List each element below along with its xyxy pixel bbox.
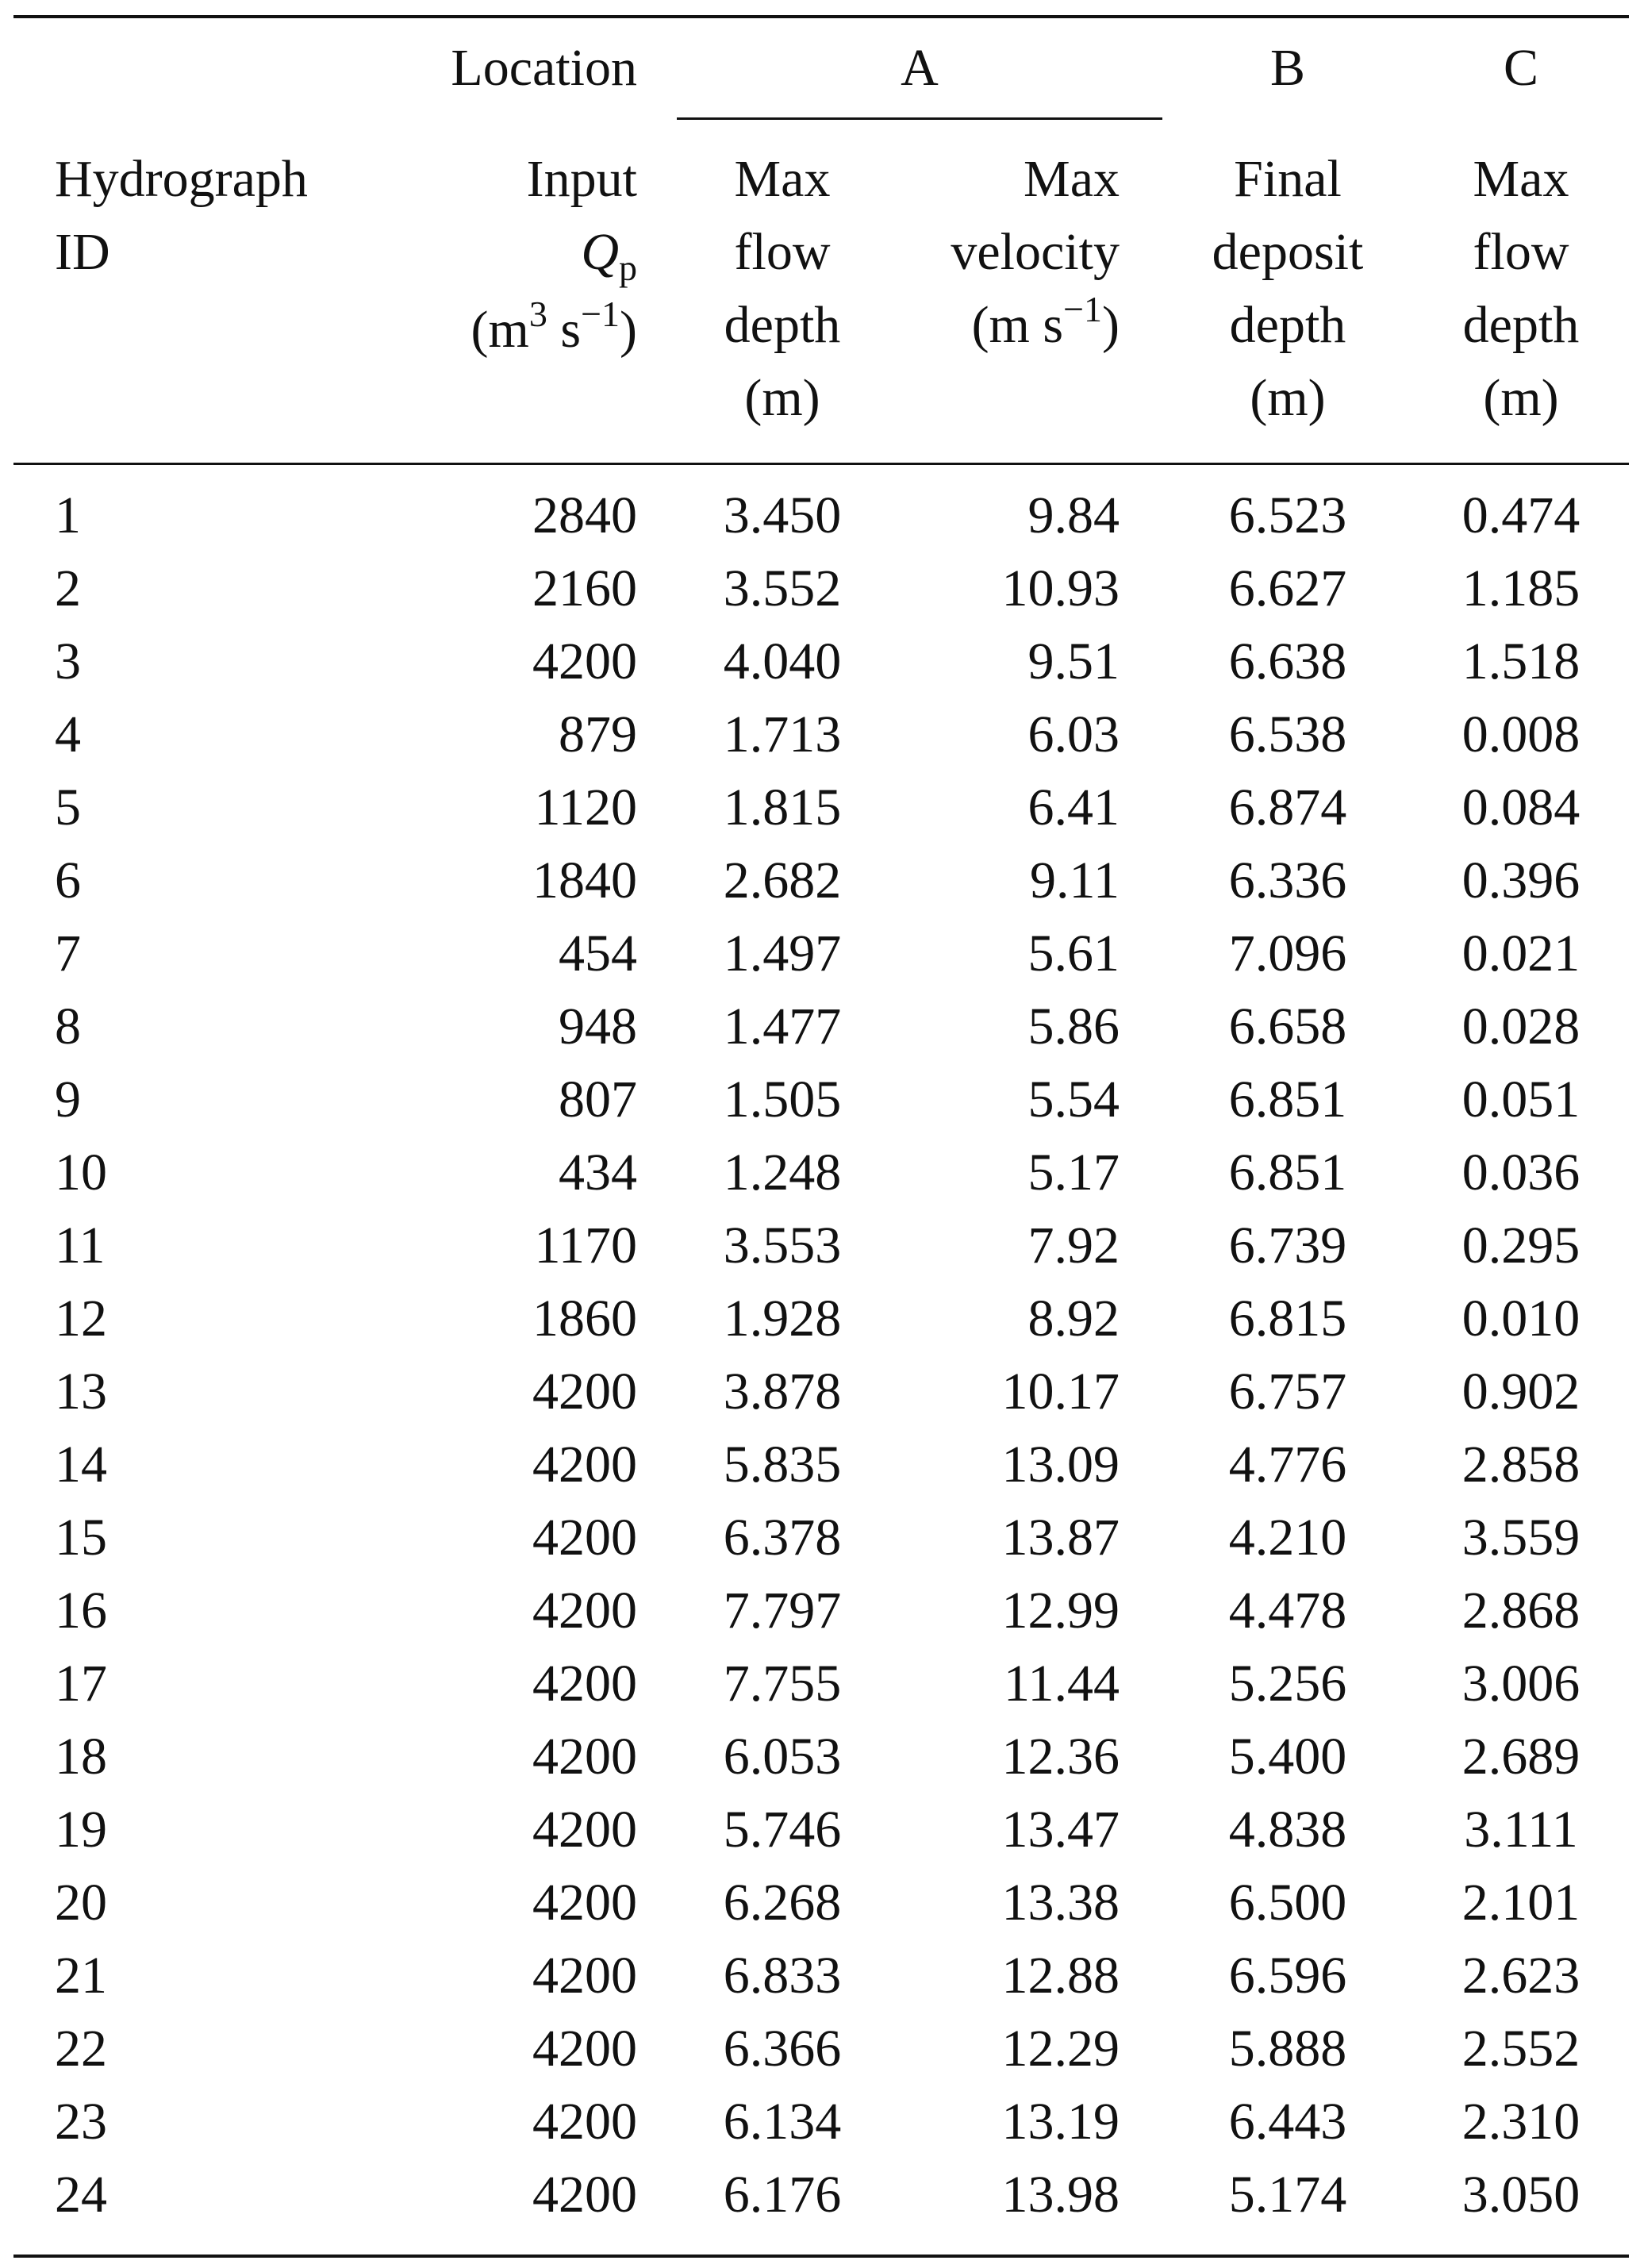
p-subscript: p [619, 248, 637, 288]
group-label-b: B [1269, 39, 1306, 97]
cell-hydrograph-id: 14 [55, 1436, 107, 1493]
cell-max-flow-depth-c: 0.474 [1461, 486, 1580, 544]
cell-hydrograph-id: 7 [55, 924, 81, 982]
q-symbol: Q [581, 223, 619, 281]
cell-hydrograph-id: 19 [55, 1801, 107, 1859]
table-row [0, 1574, 1640, 1647]
header-line: flow [734, 223, 831, 281]
column-header-input-qp [471, 143, 637, 371]
table-row [0, 1282, 1640, 1355]
cell-hydrograph-id: 24 [55, 2166, 107, 2224]
cell-input-qp: 4200 [532, 1801, 637, 1859]
cell-max-flow-depth-a: 7.797 [723, 1582, 842, 1639]
cell-max-velocity-a: 13.87 [1001, 1509, 1120, 1566]
cell-input-qp: 4200 [532, 632, 637, 690]
cell-final-deposit-depth-b: 5.256 [1228, 1655, 1347, 1713]
cell-final-deposit-depth-b: 6.336 [1228, 851, 1347, 909]
table-row [0, 2012, 1640, 2085]
cell-max-flow-depth-a: 6.053 [723, 1728, 842, 1786]
table-row [0, 1063, 1640, 1136]
cell-final-deposit-depth-b: 6.627 [1228, 559, 1347, 617]
table-row [0, 990, 1640, 1063]
cell-max-flow-depth-c: 2.101 [1461, 1874, 1580, 1932]
table-row [0, 1647, 1640, 1720]
cell-input-qp: 1860 [532, 1290, 637, 1347]
cell-max-flow-depth-c: 1.185 [1461, 559, 1580, 617]
cell-max-flow-depth-c: 2.310 [1461, 2093, 1580, 2151]
cell-max-flow-depth-c: 0.396 [1461, 851, 1580, 909]
table-row [0, 844, 1640, 917]
cell-final-deposit-depth-b: 5.400 [1228, 1728, 1347, 1786]
cell-max-velocity-a: 10.17 [1001, 1363, 1120, 1420]
cell-final-deposit-depth-b: 6.500 [1228, 1874, 1347, 1932]
unit-sup: 3 [528, 294, 547, 334]
cell-final-deposit-depth-b: 6.739 [1228, 1217, 1347, 1274]
qp-unit [471, 294, 637, 371]
cell-input-qp: 2160 [532, 559, 637, 617]
header-line: deposit [1212, 223, 1364, 281]
group-underline-a [677, 117, 1162, 120]
cell-max-flow-depth-a: 3.878 [723, 1363, 842, 1420]
cell-hydrograph-id: 23 [55, 2093, 107, 2151]
cell-max-flow-depth-c: 0.028 [1461, 998, 1580, 1055]
table-row [0, 1355, 1640, 1428]
cell-input-qp: 4200 [532, 1655, 637, 1713]
cell-input-qp: 807 [559, 1071, 637, 1128]
group-label-c: C [1503, 39, 1539, 97]
cell-max-velocity-a: 12.29 [1001, 2020, 1120, 2078]
cell-input-qp: 1840 [532, 851, 637, 909]
cell-input-qp: 4200 [532, 1363, 637, 1420]
column-header-final-deposit-depth-b [1193, 143, 1383, 435]
cell-max-flow-depth-c: 2.552 [1461, 2020, 1580, 2078]
header-line: ID [55, 223, 110, 281]
cell-max-velocity-a: 9.84 [1027, 486, 1120, 544]
cell-final-deposit-depth-b: 6.596 [1228, 1947, 1347, 2005]
unit-text: s [547, 301, 582, 359]
cell-max-flow-depth-a: 1.815 [723, 778, 842, 836]
cell-input-qp: 454 [559, 924, 637, 982]
cell-input-qp: 4200 [532, 1874, 637, 1932]
cell-max-flow-depth-c: 0.021 [1461, 924, 1580, 982]
cell-max-velocity-a: 13.19 [1001, 2093, 1120, 2151]
cell-max-velocity-a: 11.44 [1003, 1655, 1120, 1713]
cell-max-flow-depth-a: 1.497 [723, 924, 842, 982]
cell-max-flow-depth-a: 6.366 [723, 2020, 842, 2078]
cell-max-velocity-a: 5.54 [1027, 1071, 1120, 1128]
table-row [0, 2158, 1640, 2231]
cell-max-flow-depth-c: 2.623 [1461, 1947, 1580, 2005]
cell-max-velocity-a: 5.17 [1027, 1144, 1120, 1201]
bottom-rule [13, 2255, 1629, 2258]
cell-hydrograph-id: 22 [55, 2020, 107, 2078]
cell-max-velocity-a: 6.41 [1027, 778, 1120, 836]
cell-final-deposit-depth-b: 6.538 [1228, 705, 1347, 763]
cell-hydrograph-id: 11 [55, 1217, 106, 1274]
cell-max-flow-depth-c: 3.111 [1464, 1801, 1578, 1859]
cell-max-flow-depth-c: 3.050 [1461, 2166, 1580, 2224]
cell-max-flow-depth-c: 0.084 [1461, 778, 1580, 836]
column-header-max-flow-depth-a [703, 143, 862, 435]
top-rule [13, 15, 1629, 18]
cell-max-flow-depth-c: 0.051 [1461, 1071, 1580, 1128]
cell-max-velocity-a: 7.92 [1027, 1217, 1120, 1274]
qp-symbol [471, 216, 637, 294]
cell-max-flow-depth-a: 3.552 [723, 559, 842, 617]
cell-max-velocity-a: 13.38 [1001, 1874, 1120, 1932]
cell-max-flow-depth-a: 6.378 [723, 1509, 842, 1566]
velocity-unit [951, 289, 1120, 367]
cell-max-flow-depth-a: 6.176 [723, 2166, 842, 2224]
cell-max-flow-depth-a: 5.835 [723, 1436, 842, 1493]
cell-hydrograph-id: 8 [55, 998, 81, 1055]
cell-max-flow-depth-a: 6.134 [723, 2093, 842, 2151]
cell-max-flow-depth-a: 1.477 [723, 998, 842, 1055]
cell-input-qp: 4200 [532, 1436, 637, 1493]
cell-hydrograph-id: 20 [55, 1874, 107, 1932]
cell-max-velocity-a: 13.09 [1001, 1436, 1120, 1493]
cell-max-velocity-a: 5.86 [1027, 998, 1120, 1055]
table-row [0, 1720, 1640, 1793]
cell-final-deposit-depth-b: 6.638 [1228, 632, 1347, 690]
cell-final-deposit-depth-b: 6.443 [1228, 2093, 1347, 2151]
table-row [0, 1428, 1640, 1501]
cell-max-flow-depth-c: 0.036 [1461, 1144, 1580, 1201]
cell-max-velocity-a: 13.98 [1001, 2166, 1120, 2224]
cell-max-flow-depth-c: 2.868 [1461, 1582, 1580, 1639]
cell-max-flow-depth-a: 6.833 [723, 1947, 842, 2005]
cell-hydrograph-id: 3 [55, 632, 81, 690]
cell-final-deposit-depth-b: 6.874 [1228, 778, 1347, 836]
cell-input-qp: 4200 [532, 2020, 637, 2078]
cell-final-deposit-depth-b: 5.174 [1228, 2166, 1347, 2224]
cell-max-flow-depth-a: 7.755 [723, 1655, 842, 1713]
cell-max-velocity-a: 12.99 [1001, 1582, 1120, 1639]
column-header-max-velocity-a [951, 143, 1120, 367]
cell-max-velocity-a: 12.88 [1001, 1947, 1120, 2005]
header-line: (m) [1483, 369, 1559, 427]
cell-max-flow-depth-c: 2.858 [1461, 1436, 1580, 1493]
cell-final-deposit-depth-b: 4.838 [1228, 1801, 1347, 1859]
table-row [0, 1209, 1640, 1282]
cell-hydrograph-id: 16 [55, 1582, 107, 1639]
unit-sup: −1 [581, 294, 620, 334]
unit-text: (m s [971, 296, 1064, 354]
cell-hydrograph-id: 15 [55, 1509, 107, 1566]
cell-max-velocity-a: 8.92 [1027, 1290, 1120, 1347]
header-line: depth [1462, 296, 1580, 354]
cell-final-deposit-depth-b: 4.776 [1228, 1436, 1347, 1493]
cell-input-qp: 879 [559, 705, 637, 763]
table-row [0, 479, 1640, 552]
cell-max-flow-depth-c: 3.006 [1461, 1655, 1580, 1713]
cell-input-qp: 4200 [532, 2166, 637, 2224]
header-line: (m) [1250, 369, 1326, 427]
cell-final-deposit-depth-b: 6.757 [1228, 1363, 1347, 1420]
table-row [0, 771, 1640, 844]
header-line: depth [724, 296, 841, 354]
table-row [0, 552, 1640, 625]
cell-hydrograph-id: 9 [55, 1071, 81, 1128]
header-line: Final [1234, 150, 1342, 208]
cell-final-deposit-depth-b: 6.523 [1228, 486, 1347, 544]
header-line: depth [1229, 296, 1346, 354]
cell-final-deposit-depth-b: 7.096 [1228, 924, 1347, 982]
cell-max-flow-depth-a: 6.268 [723, 1874, 842, 1932]
cell-max-flow-depth-c: 0.010 [1461, 1290, 1580, 1347]
table-row [0, 917, 1640, 990]
cell-hydrograph-id: 13 [55, 1363, 107, 1420]
header-line: Hydrograph [55, 150, 308, 208]
cell-max-velocity-a: 9.11 [1029, 851, 1120, 909]
column-header-hydrograph-id [55, 143, 308, 289]
header-rule [13, 463, 1629, 465]
column-header-max-flow-depth-c [1442, 143, 1600, 435]
table-row [0, 1136, 1640, 1209]
cell-max-flow-depth-a: 3.553 [723, 1217, 842, 1274]
cell-max-velocity-a: 6.03 [1027, 705, 1120, 763]
header-line: Max [1473, 150, 1569, 208]
table-row [0, 2085, 1640, 2158]
cell-max-flow-depth-a: 1.505 [723, 1071, 842, 1128]
table-row [0, 1501, 1640, 1574]
cell-input-qp: 948 [559, 998, 637, 1055]
cell-input-qp: 4200 [532, 2093, 637, 2151]
cell-input-qp: 434 [559, 1144, 637, 1201]
cell-hydrograph-id: 21 [55, 1947, 107, 2005]
table-row [0, 1793, 1640, 1866]
cell-final-deposit-depth-b: 5.888 [1228, 2020, 1347, 2078]
cell-max-flow-depth-a: 1.248 [723, 1144, 842, 1201]
cell-max-flow-depth-c: 0.008 [1461, 705, 1580, 763]
cell-hydrograph-id: 12 [55, 1290, 107, 1347]
cell-input-qp: 1120 [534, 778, 637, 836]
location-label: Location [451, 39, 637, 97]
table-row [0, 1939, 1640, 2012]
cell-max-velocity-a: 10.93 [1001, 559, 1120, 617]
cell-final-deposit-depth-b: 4.210 [1228, 1509, 1347, 1566]
cell-hydrograph-id: 5 [55, 778, 81, 836]
cell-max-velocity-a: 5.61 [1027, 924, 1120, 982]
cell-max-flow-depth-c: 0.295 [1461, 1217, 1580, 1274]
cell-input-qp: 4200 [532, 1947, 637, 2005]
cell-max-velocity-a: 13.47 [1001, 1801, 1120, 1859]
header-line: velocity [951, 223, 1120, 281]
cell-max-velocity-a: 9.51 [1027, 632, 1120, 690]
cell-input-qp: 4200 [532, 1509, 637, 1566]
cell-max-flow-depth-a: 1.713 [723, 705, 842, 763]
cell-hydrograph-id: 4 [55, 705, 81, 763]
cell-final-deposit-depth-b: 4.478 [1228, 1582, 1347, 1639]
cell-max-flow-depth-c: 2.689 [1461, 1728, 1580, 1786]
cell-max-flow-depth-a: 2.682 [723, 851, 842, 909]
unit-text: ) [1102, 296, 1120, 354]
cell-input-qp: 1170 [534, 1217, 637, 1274]
table-body [0, 479, 1640, 2231]
group-label-a: A [901, 39, 939, 97]
cell-input-qp: 4200 [532, 1582, 637, 1639]
cell-max-velocity-a: 12.36 [1001, 1728, 1120, 1786]
cell-final-deposit-depth-b: 6.851 [1228, 1071, 1347, 1128]
cell-hydrograph-id: 18 [55, 1728, 107, 1786]
cell-hydrograph-id: 1 [55, 486, 81, 544]
cell-max-flow-depth-a: 4.040 [723, 632, 842, 690]
cell-input-qp: 4200 [532, 1728, 637, 1786]
header-line: Max [1024, 150, 1120, 208]
header-line: (m) [744, 369, 820, 427]
unit-sup: −1 [1063, 289, 1103, 329]
cell-max-flow-depth-a: 1.928 [723, 1290, 842, 1347]
cell-max-flow-depth-a: 3.450 [723, 486, 842, 544]
cell-final-deposit-depth-b: 6.815 [1228, 1290, 1347, 1347]
cell-max-flow-depth-c: 3.559 [1461, 1509, 1580, 1566]
header-line: Input [526, 150, 637, 208]
cell-max-flow-depth-c: 0.902 [1461, 1363, 1580, 1420]
cell-hydrograph-id: 6 [55, 851, 81, 909]
cell-max-flow-depth-c: 1.518 [1461, 632, 1580, 690]
cell-max-flow-depth-a: 5.746 [723, 1801, 842, 1859]
cell-input-qp: 2840 [532, 486, 637, 544]
header-line: flow [1473, 223, 1569, 281]
header-line: Max [734, 150, 831, 208]
cell-hydrograph-id: 10 [55, 1144, 107, 1201]
unit-text: ) [620, 301, 637, 359]
cell-hydrograph-id: 2 [55, 559, 81, 617]
cell-final-deposit-depth-b: 6.851 [1228, 1144, 1347, 1201]
unit-text: (m [470, 301, 529, 359]
cell-hydrograph-id: 17 [55, 1655, 107, 1713]
table-row [0, 698, 1640, 771]
table-row [0, 1866, 1640, 1939]
table-row [0, 625, 1640, 698]
cell-final-deposit-depth-b: 6.658 [1228, 998, 1347, 1055]
